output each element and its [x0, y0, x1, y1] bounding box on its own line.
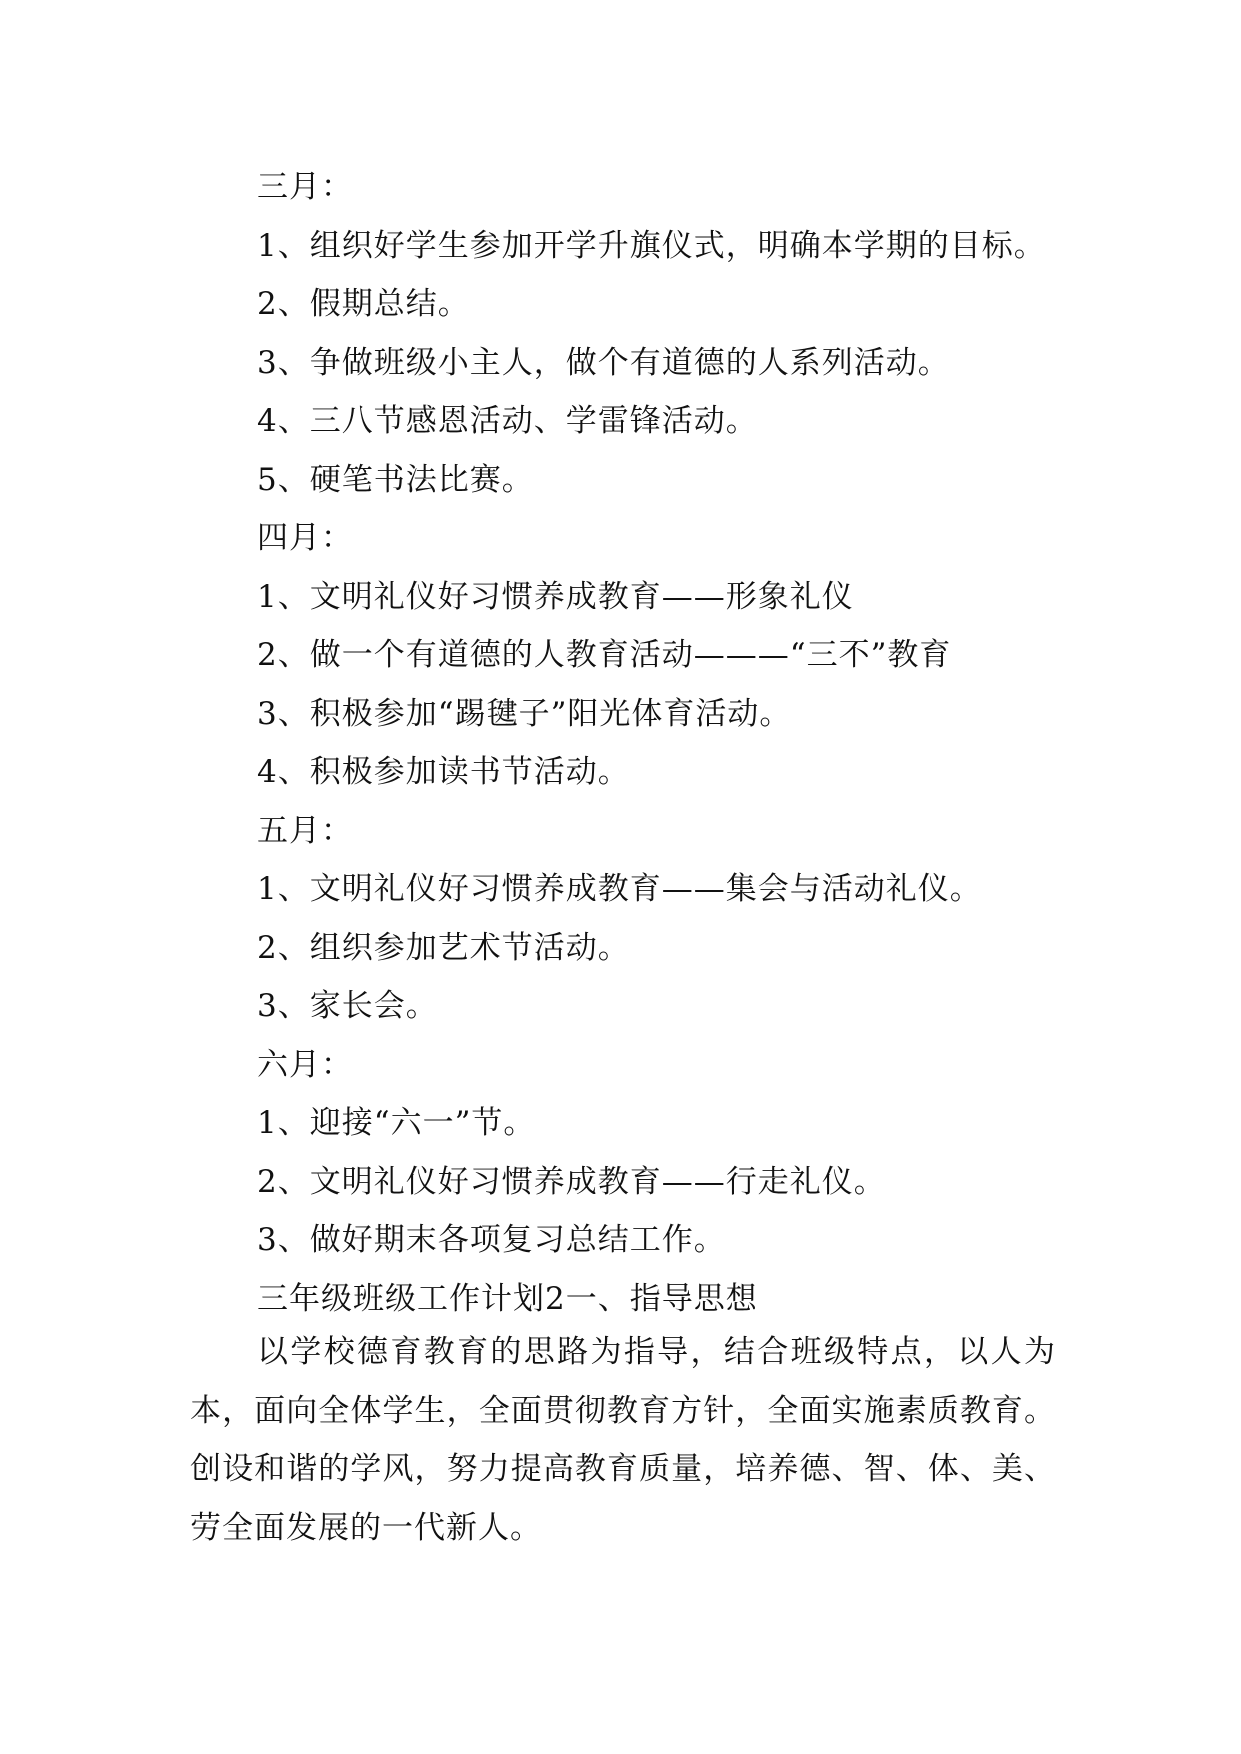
list-item: 2、文明礼仪好习惯养成教育——行走礼仪。 — [257, 1164, 886, 1200]
list-item: 3、争做班级小主人，做个有道德的人系列活动。 — [257, 345, 950, 381]
month-heading-june: 六月： — [257, 1047, 353, 1083]
list-item: 4、三八节感恩活动、学雷锋活动。 — [257, 403, 758, 439]
body-paragraph: 以学校德育教育的思路为指导，结合班级特点，以人为本，面向全体学生，全面贯彻教育方针，全面实施素质教育。创设和谐的学风，努力提高教育质量，培养德、智、体、美、劳全面发展的一代新人。 — [190, 1334, 1056, 1546]
list-item: 3、家长会。 — [257, 988, 438, 1024]
month-heading-april: 四月： — [257, 520, 353, 556]
list-item: 3、做好期末各项复习总结工作。 — [257, 1222, 726, 1258]
list-item: 1、文明礼仪好习惯养成教育——集会与活动礼仪。 — [257, 871, 982, 907]
list-item: 5、硬笔书法比赛。 — [257, 462, 534, 498]
list-item: 2、做一个有道德的人教育活动———“三不”教育 — [257, 637, 952, 673]
section-heading: 三年级班级工作计划2一、指导思想 — [257, 1281, 758, 1317]
list-item: 2、组织参加艺术节活动。 — [257, 930, 630, 966]
list-item: 1、迎接“六一”节。 — [257, 1105, 536, 1141]
list-item: 1、组织好学生参加开学升旗仪式，明确本学期的目标。 — [257, 228, 1046, 264]
list-item: 1、文明礼仪好习惯养成教育——形象礼仪 — [257, 579, 854, 615]
list-item: 3、积极参加“踢毽子”阳光体育活动。 — [257, 696, 792, 732]
month-heading-may: 五月： — [257, 813, 353, 849]
list-item: 4、积极参加读书节活动。 — [257, 754, 630, 790]
list-item: 2、假期总结。 — [257, 286, 470, 322]
month-heading-march: 三月： — [257, 169, 353, 205]
